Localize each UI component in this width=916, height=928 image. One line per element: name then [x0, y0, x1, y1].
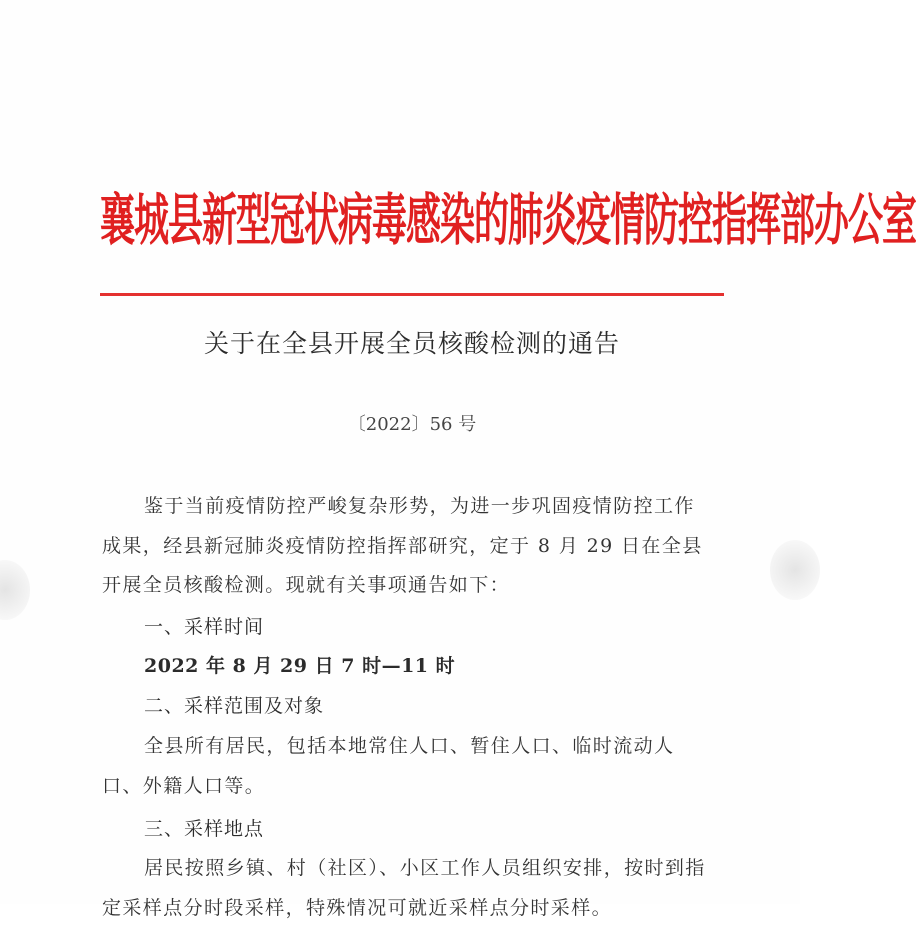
scan-stain [770, 540, 820, 600]
document-number: 〔2022〕56 号 [347, 414, 477, 435]
scan-stain [0, 560, 30, 620]
sampling-time-value: 2022 年 8 月 29 日 7 时—11 时 [144, 655, 456, 677]
organization-name: 襄城县新型冠状病毒感染的肺炎疫情防控指挥部办公室 [100, 188, 916, 254]
intro-paragraph: 鉴于当前疫情防控严峻复杂形势，为进一步巩固疫情防控工作成果，经县新冠肺炎疫情防控指挥部研究，定于 8 月 29 日在全县开展全员核酸检测。现就有关事项通告如下： [102, 495, 703, 596]
sampling-location-paragraph: 居民按照乡镇、村（社区）、小区工作人员组织安排，按时到指定采样点分时段采样，特殊情况可就近采样点分时采样。 [102, 857, 706, 919]
section-heading-sampling-scope: 二、采样范围及对象 [144, 695, 325, 717]
section-heading-sampling-location: 三、采样地点 [144, 818, 265, 840]
sampling-scope-paragraph: 全县所有居民，包括本地常住人口、暂住人口、临时流动人口、外籍人口等。 [102, 735, 675, 797]
red-separator-rule [100, 293, 724, 296]
notice-title: 关于在全县开展全员核酸检测的通告 [203, 329, 620, 358]
issuing-organization-header [100, 182, 916, 262]
section-heading-sampling-time: 一、采样时间 [144, 616, 265, 638]
